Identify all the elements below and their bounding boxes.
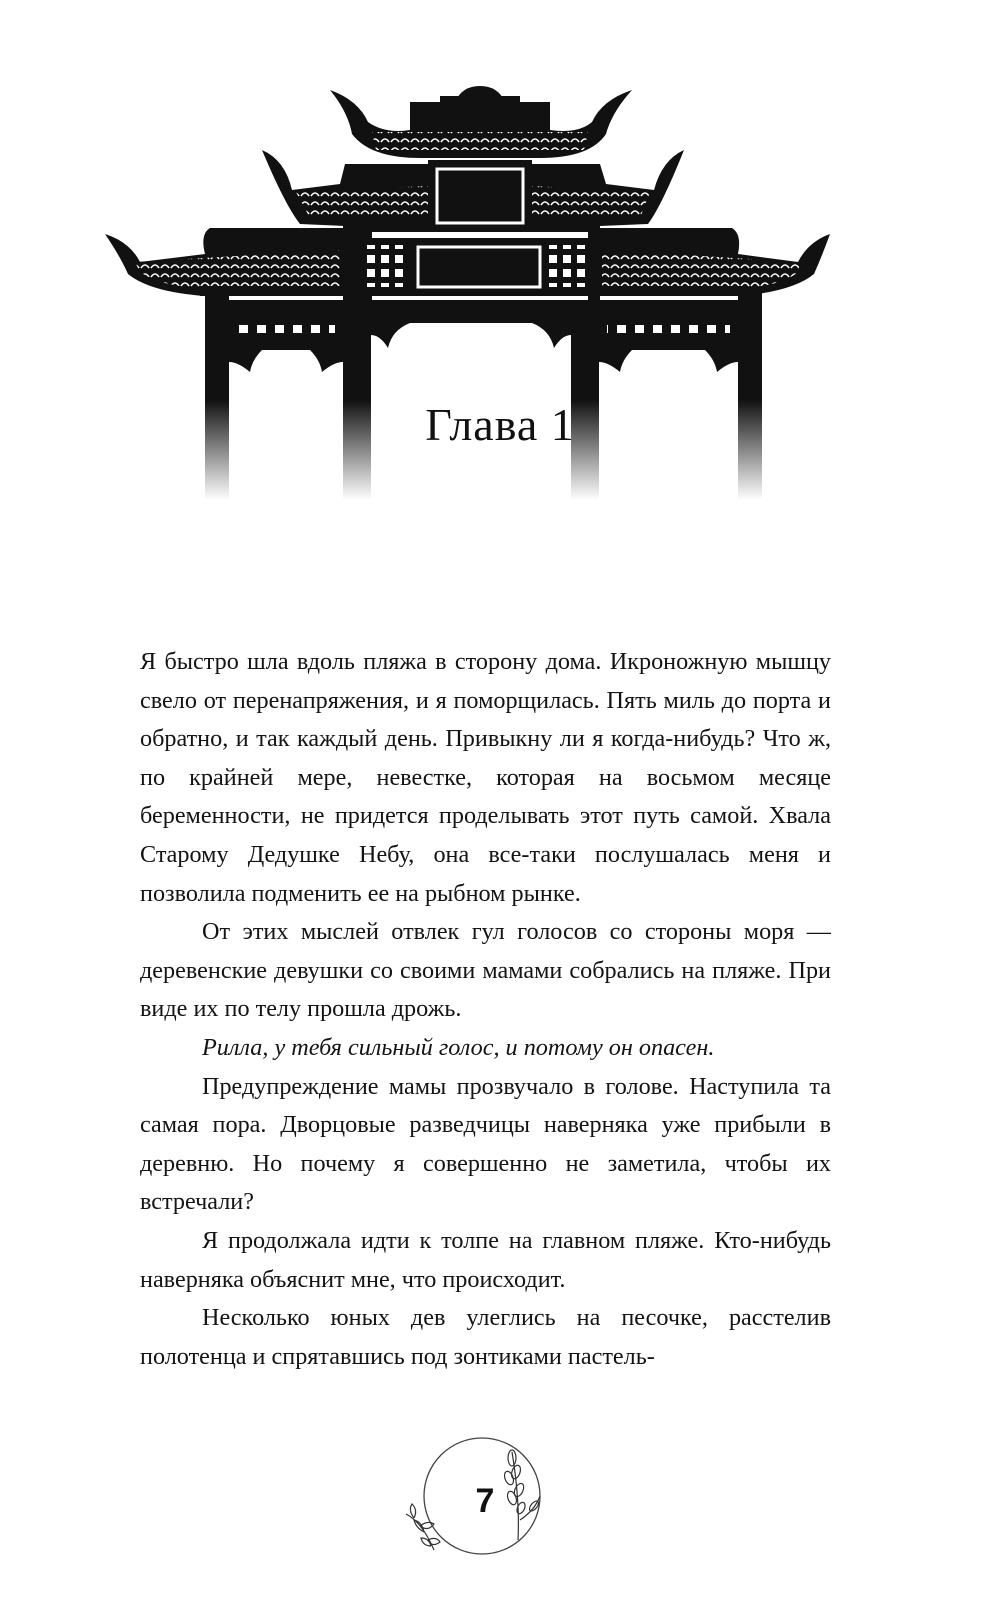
page-number: 7	[475, 1482, 495, 1520]
paragraph: Я продолжала идти к толпе на главном пляже. Кто-нибудь наверняка объяснит мне, что происходит.	[140, 1226, 831, 1293]
body-text	[140, 643, 831, 1376]
paragraph: Я быстро шла вдоль пляжа в сторону дома. Икроножную мышцу свело от перенапряжения, и я поморщилась. Пять миль до порта и обратно, и так каждый день. Привыкну ли я когда-нибудь? Что ж, по крайней мере, невестке, которая на восьмом месяце беременности, не придется проделывать этот путь самой. Хвала Старому Дедушке Небу, она все-таки послушалась меня и позволила подменить ее на рыбном рынке.	[140, 648, 831, 907]
paragraph: Предупреждение мамы прозвучало в голове. Наступила та самая пора. Дворцовые разведчицы наверняка уже прибыли в деревню. Но почему я совершенно не заметила, чтобы их встречали?	[140, 1072, 831, 1216]
chapter-title: Глава 1	[425, 399, 575, 450]
paragraph: От этих мыслей отвлек гул голосов со стороны моря — деревенские девушки со своими мамами собрались на пляже. При виде их по телу прошла дрожь.	[140, 918, 831, 1023]
paragraph: Рилла, у тебя сильный голос, и потому он опасен.	[202, 1033, 715, 1061]
paragraph: Несколько юных дев улеглись на песочке, расстелив полотенца и спрятавшись под зонтиками пастель-	[140, 1304, 831, 1370]
